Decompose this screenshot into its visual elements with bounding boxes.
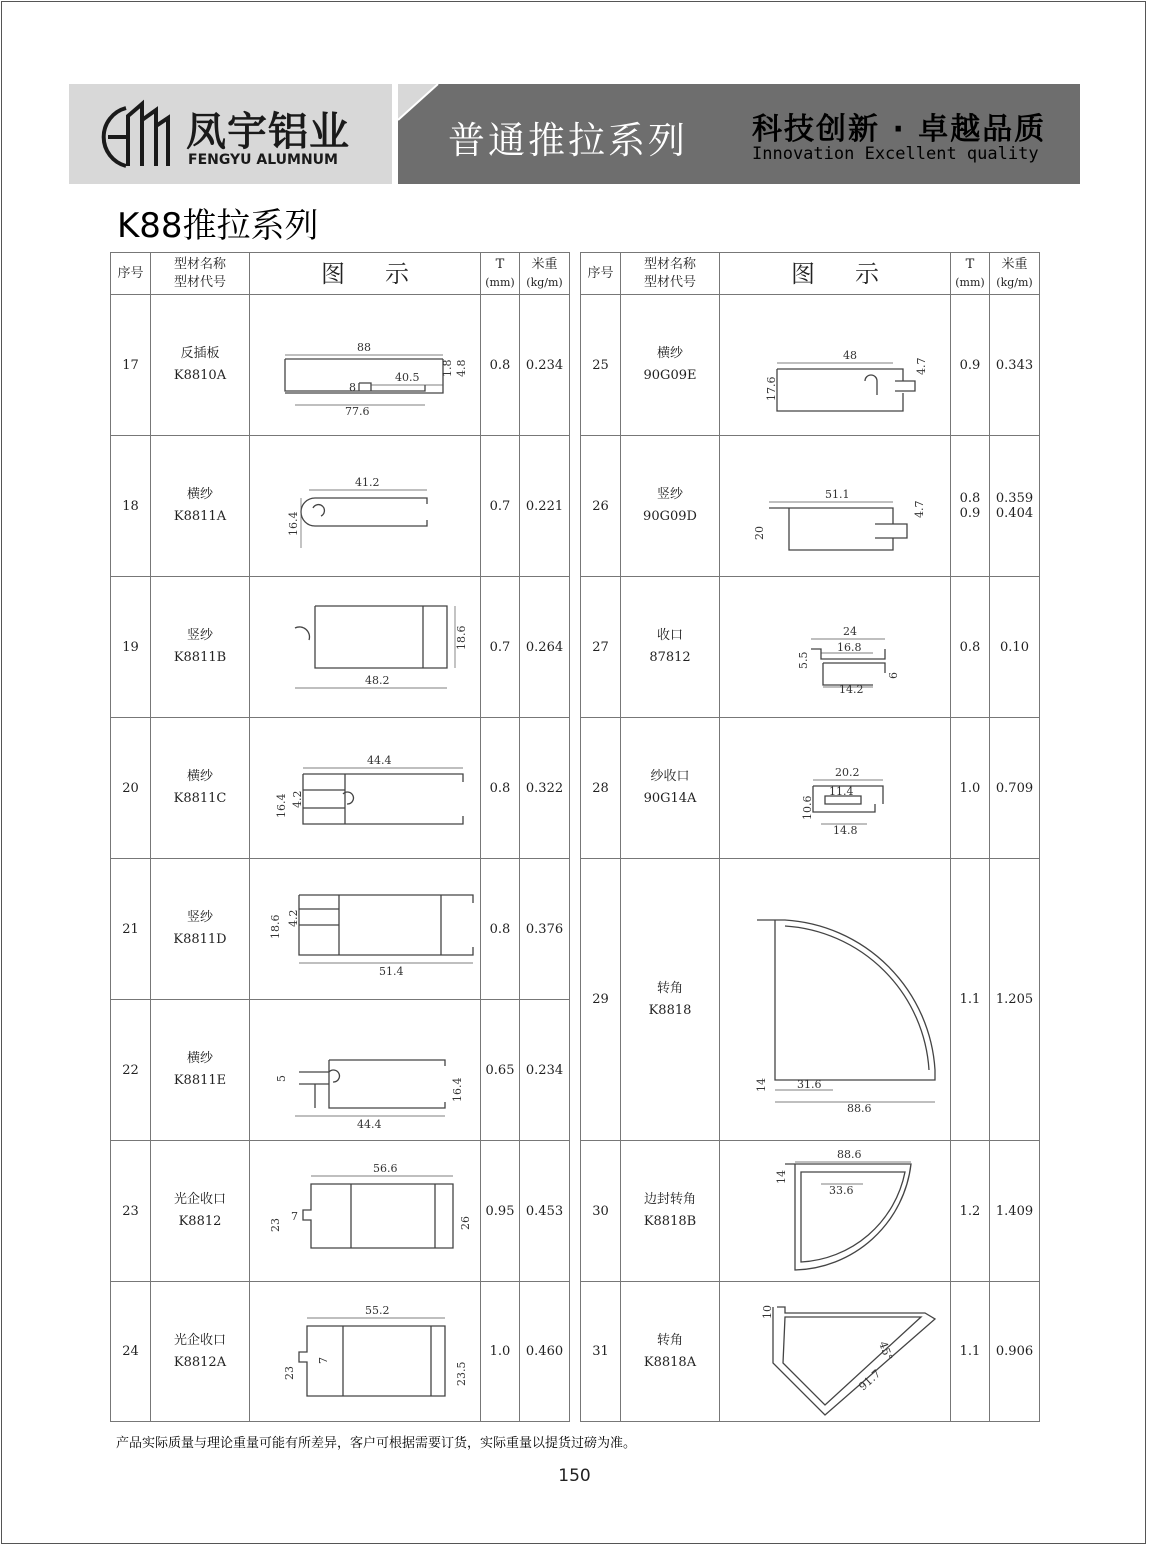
row-no: 17	[111, 295, 151, 436]
row-name-code: 纱收口 90G14A	[621, 718, 720, 859]
header-weight: 米重 (kg/m)	[990, 253, 1040, 295]
header-figure: 图示	[250, 253, 481, 295]
svg-text:55.2: 55.2	[365, 1303, 390, 1317]
row-t: 0.7	[481, 436, 520, 577]
row-no: 28	[581, 718, 621, 859]
row-no: 19	[111, 577, 151, 718]
table-row	[111, 295, 1040, 436]
svg-text:44.4: 44.4	[367, 754, 392, 767]
row-name-code: 光企收口 K8812	[151, 1141, 250, 1282]
svg-text:16.4: 16.4	[451, 1077, 464, 1102]
svg-text:16.8: 16.8	[837, 641, 862, 654]
row-t: 1.2	[951, 1141, 990, 1282]
svg-text:14: 14	[755, 1077, 768, 1092]
row-weight: 0.264	[520, 577, 570, 718]
row-name-code: 光企收口 K8812A	[151, 1282, 250, 1422]
profile-drawing-24	[250, 1282, 481, 1422]
page-title: K88推拉系列	[117, 206, 319, 246]
row-weight: 1.409	[990, 1141, 1040, 1282]
row-weight: 0.322	[520, 718, 570, 859]
row-weight: 0.10	[990, 577, 1040, 718]
header-slash-decoration	[398, 84, 442, 124]
table-row	[111, 718, 1040, 859]
profile-drawing-30	[720, 1141, 951, 1282]
svg-text:5.5: 5.5	[797, 651, 810, 669]
svg-text:10.6: 10.6	[801, 795, 814, 820]
svg-text:16.4: 16.4	[275, 793, 288, 818]
svg-text:6: 6	[887, 672, 900, 679]
svg-text:33.6: 33.6	[829, 1184, 854, 1197]
row-weight: 0.460	[520, 1282, 570, 1422]
slogan-en: Innovation Excellent quality	[752, 144, 1039, 164]
svg-text:4.8: 4.8	[455, 359, 468, 377]
table-row	[111, 859, 1040, 1000]
profile-drawing-27	[720, 577, 951, 718]
profile-drawing-22	[250, 1000, 481, 1141]
svg-text:45°: 45°	[876, 1339, 896, 1362]
header-figure: 图示	[720, 253, 951, 295]
table-row	[111, 1282, 1040, 1422]
svg-text:4.7: 4.7	[913, 500, 926, 518]
row-t: 1.1	[951, 859, 990, 1141]
row-no: 24	[111, 1282, 151, 1422]
row-weight: 0.906	[990, 1282, 1040, 1422]
row-no: 30	[581, 1141, 621, 1282]
row-t: 0.9	[951, 295, 990, 436]
row-weight: 0.234	[520, 1000, 570, 1141]
svg-text:51.4: 51.4	[379, 965, 404, 978]
profile-drawing-18	[250, 436, 481, 577]
svg-text:4.7: 4.7	[915, 357, 928, 375]
row-name-code: 竖纱 K8811B	[151, 577, 250, 718]
svg-text:91.7: 91.7	[856, 1366, 884, 1393]
row-t: 0.7	[481, 577, 520, 718]
svg-text:40.5: 40.5	[395, 371, 420, 384]
svg-text:10: 10	[761, 1304, 774, 1319]
svg-text:44.4: 44.4	[357, 1118, 382, 1131]
svg-text:88.6: 88.6	[837, 1148, 862, 1161]
svg-text:56.6: 56.6	[373, 1162, 398, 1175]
row-t: 0.8	[481, 859, 520, 1000]
svg-text:16.4: 16.4	[287, 511, 300, 536]
row-weight: 1.205	[990, 859, 1040, 1141]
profile-drawing-29	[720, 859, 951, 1141]
column-gap	[570, 253, 581, 295]
svg-text:1.8: 1.8	[441, 359, 454, 377]
row-weight: 0.221	[520, 436, 570, 577]
profile-drawing-20	[250, 718, 481, 859]
svg-text:77.6: 77.6	[345, 405, 370, 418]
svg-text:5: 5	[275, 1075, 288, 1082]
row-name-code: 横纱 K8811C	[151, 718, 250, 859]
svg-text:48: 48	[843, 349, 857, 362]
profile-drawing-28	[720, 718, 951, 859]
profile-drawing-26	[720, 436, 951, 577]
row-no: 21	[111, 859, 151, 1000]
svg-text:14.2: 14.2	[839, 683, 864, 696]
row-t: 0.95	[481, 1141, 520, 1282]
row-weight: 0.709	[990, 718, 1040, 859]
header-no: 序号	[581, 253, 621, 295]
row-name-code: 反插板 K8810A	[151, 295, 250, 436]
row-t: 1.0	[481, 1282, 520, 1422]
svg-text:8: 8	[349, 381, 356, 394]
row-t: 0.8	[481, 718, 520, 859]
row-no: 23	[111, 1141, 151, 1282]
row-no: 20	[111, 718, 151, 859]
fengyu-logo-icon	[98, 96, 176, 172]
page-number: 150	[558, 1466, 591, 1486]
svg-text:18.6: 18.6	[269, 914, 282, 939]
row-no: 29	[581, 859, 621, 1141]
row-name-code: 竖纱 K8811D	[151, 859, 250, 1000]
svg-text:23: 23	[269, 1218, 282, 1232]
row-t: 1.1	[951, 1282, 990, 1422]
row-weight: 0.453	[520, 1141, 570, 1282]
row-name-code: 收口 87812	[621, 577, 720, 718]
profile-table	[110, 252, 1040, 1422]
row-t: 0.8 0.9	[951, 436, 990, 577]
header-t: T (mm)	[481, 253, 520, 295]
svg-text:48.2: 48.2	[365, 674, 390, 687]
svg-text:7: 7	[291, 1210, 298, 1223]
table-row	[111, 577, 1040, 718]
svg-text:14: 14	[775, 1170, 788, 1184]
row-t: 0.8	[481, 295, 520, 436]
series-title: 普通推拉系列	[448, 119, 688, 162]
svg-text:14.8: 14.8	[833, 824, 858, 837]
row-weight: 0.343	[990, 295, 1040, 436]
row-name-code: 转角 K8818A	[621, 1282, 720, 1422]
svg-text:7: 7	[317, 1356, 330, 1364]
svg-text:4.2: 4.2	[291, 790, 304, 808]
svg-text:4.2: 4.2	[287, 909, 300, 927]
svg-text:17.6: 17.6	[765, 376, 778, 401]
svg-text:51.1: 51.1	[825, 488, 850, 501]
svg-text:24: 24	[843, 625, 857, 638]
row-t: 1.0	[951, 718, 990, 859]
row-name-code: 横纱 90G09E	[621, 295, 720, 436]
profile-drawing-21	[250, 859, 481, 1000]
profile-drawing-17	[250, 295, 481, 436]
svg-text:18.6: 18.6	[455, 625, 468, 650]
row-no: 18	[111, 436, 151, 577]
table-row	[111, 1141, 1040, 1282]
row-weight: 0.376	[520, 859, 570, 1000]
profile-drawing-19	[250, 577, 481, 718]
header-name-code: 型材名称 型材代号	[621, 253, 720, 295]
footnote: 产品实际质量与理论重量可能有所差异，客户可根据需要订货，实际重量以提货过磅为准。	[116, 1436, 637, 1451]
svg-text:88.6: 88.6	[847, 1101, 872, 1115]
svg-text:23: 23	[283, 1365, 296, 1380]
row-weight: 0.359 0.404	[990, 436, 1040, 577]
table-header-row	[111, 253, 1040, 295]
svg-text:23.5: 23.5	[455, 1361, 468, 1386]
slogan-cn: 科技创新 · 卓越品质	[752, 112, 1047, 147]
row-name-code: 边封转角 K8818B	[621, 1141, 720, 1282]
svg-text:88: 88	[357, 341, 371, 354]
row-no: 22	[111, 1000, 151, 1141]
brand-name-en: FENGYU ALUMNUM	[188, 152, 338, 168]
row-name-code: 竖纱 90G09D	[621, 436, 720, 577]
row-name-code: 转角 K8818	[621, 859, 720, 1141]
row-t: 0.65	[481, 1000, 520, 1141]
svg-text:20: 20	[753, 526, 766, 540]
row-name-code: 横纱 K8811E	[151, 1000, 250, 1141]
svg-text:11.4: 11.4	[829, 785, 854, 798]
row-no: 25	[581, 295, 621, 436]
svg-text:20.2: 20.2	[835, 766, 860, 779]
svg-text:31.6: 31.6	[797, 1077, 822, 1091]
row-name-code: 横纱 K8811A	[151, 436, 250, 577]
brand-name-cn: 凤宇铝业	[186, 109, 350, 155]
row-t: 0.8	[951, 577, 990, 718]
header-weight: 米重 (kg/m)	[520, 253, 570, 295]
row-no: 31	[581, 1282, 621, 1422]
svg-text:26: 26	[459, 1216, 472, 1230]
header-no: 序号	[111, 253, 151, 295]
row-no: 27	[581, 577, 621, 718]
profile-drawing-25	[720, 295, 951, 436]
header-t: T (mm)	[951, 253, 990, 295]
profile-drawing-23	[250, 1141, 481, 1282]
row-no: 26	[581, 436, 621, 577]
header-name-code: 型材名称 型材代号	[151, 253, 250, 295]
table-row	[111, 436, 1040, 577]
row-weight: 0.234	[520, 295, 570, 436]
profile-drawing-31	[720, 1282, 951, 1422]
svg-text:41.2: 41.2	[355, 476, 380, 489]
